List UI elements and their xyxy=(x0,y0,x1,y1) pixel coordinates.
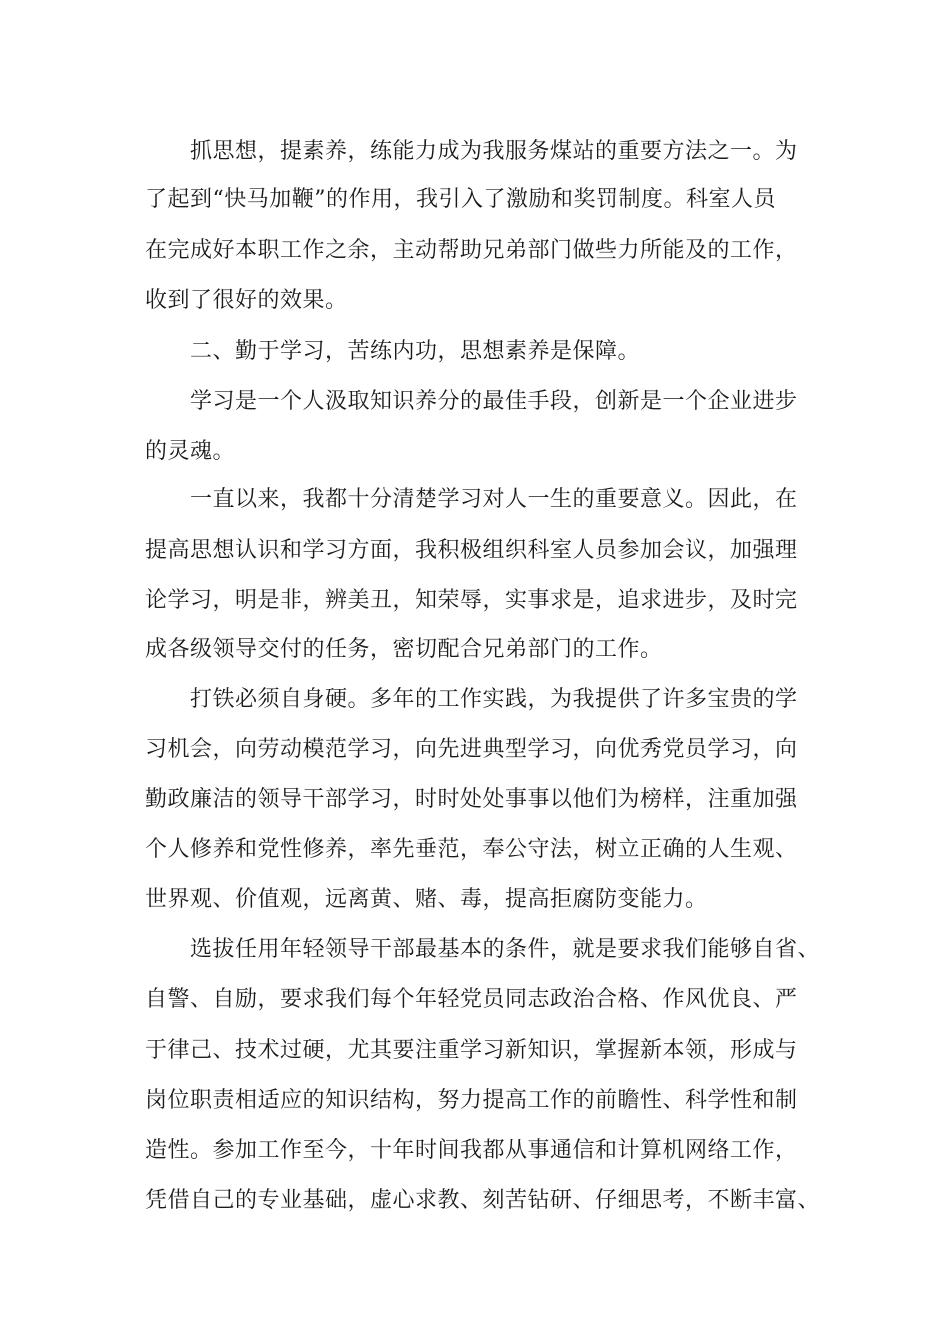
text-line: 学习是一个人汲取知识养分的最佳手段，创新是一个企业进步 xyxy=(190,389,798,414)
text-line: 个人修养和党性修养，率先垂范，奉公守法，树立正确的人生观、 xyxy=(145,837,798,862)
text-line: 论学习，明是非，辨美丑，知荣辱，实事求是，追求进步，及时完 xyxy=(145,588,798,613)
text-line: 了起到“快马加鞭”的作用，我引入了激励和奖罚制度。科室人员 xyxy=(145,187,776,212)
text-line: 收到了很好的效果。 xyxy=(145,288,348,313)
text-line: 在完成好本职工作之余，主动帮助兄弟部门做些力所能及的工作， xyxy=(145,238,798,263)
text-line: 打铁必须自身硬。多年的工作实践，为我提供了许多宝贵的学 xyxy=(190,687,798,712)
section-heading: 二、勤于学习，苦练内功，思想素养是保障。 xyxy=(190,339,641,364)
text-line: 抓思想，提素养，练能力成为我服务煤站的重要方法之一。为 xyxy=(190,139,798,164)
text-line: 的灵魂。 xyxy=(145,439,236,464)
text-line: 习机会，向劳动模范学习，向先进典型学习，向优秀党员学习，向 xyxy=(145,737,798,762)
text-line: 一直以来，我都十分清楚学习对人一生的重要意义。因此，在 xyxy=(190,487,798,512)
text-line: 世界观、价值观，远离黄、赌、毒，提高拒腐防变能力。 xyxy=(145,887,708,912)
text-line: 造性。参加工作至今，十年时间我都从事通信和计算机网络工作， xyxy=(145,1138,798,1163)
text-line: 凭借自己的专业基础，虚心求教、刻苦钻研、仔细思考，不断丰富、 xyxy=(145,1188,821,1213)
text-line: 自警、自励，要求我们每个年轻党员同志政治合格、作风优良、严 xyxy=(145,987,798,1012)
text-line: 于律己、技术过硬，尤其要注重学习新知识，掌握新本领，形成与 xyxy=(145,1038,798,1063)
text-line: 成各级领导交付的任务，密切配合兄弟部门的工作。 xyxy=(145,637,663,662)
text-line: 提高思想认识和学习方面，我积极组织科室人员参加会议，加强理 xyxy=(145,538,798,563)
text-line: 勤政廉洁的领导干部学习，时时处处事事以他们为榜样，注重加强 xyxy=(145,787,798,812)
text-line: 选拔任用年轻领导干部最基本的条件，就是要求我们能够自省、 xyxy=(190,937,821,962)
text-line: 岗位职责相适应的知识结构，努力提高工作的前瞻性、科学性和制 xyxy=(145,1088,798,1113)
